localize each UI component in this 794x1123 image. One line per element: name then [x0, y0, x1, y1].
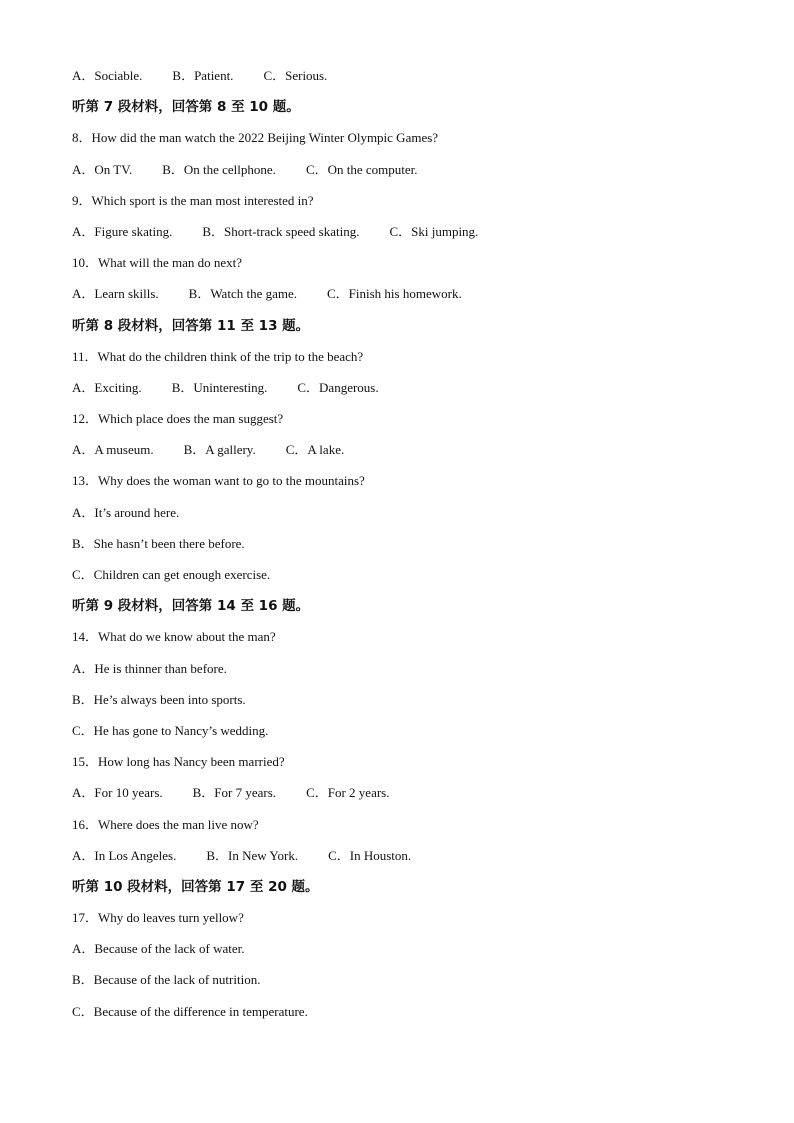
answer-option: B．Uninteresting.: [171, 379, 268, 395]
question-text: 14．What do we know about the man?: [72, 629, 276, 645]
question-text: 9．Which sport is the man most interested in?: [72, 192, 314, 208]
question-text: 11．What do the children think of the trip to the beach?: [72, 348, 364, 364]
answer-option: A．Exciting.: [72, 379, 142, 395]
section-heading: 听第 9 段材料，回答第 14 至 16 题。: [72, 598, 310, 615]
answer-option: C．He has gone to Nancy’s wedding.: [72, 722, 269, 738]
answer-option: B．Because of the lack of nutrition.: [72, 972, 261, 988]
answer-option: C．For 2 years.: [306, 785, 390, 801]
answer-option: C．In Houston.: [328, 847, 412, 863]
answer-option: A．Because of the lack of water.: [72, 941, 245, 957]
question-text: 16．Where does the man live now?: [72, 816, 259, 832]
section-heading: 听第 10 段材料，回答第 17 至 20 题。: [72, 878, 319, 895]
answer-option: B．A gallery.: [183, 442, 256, 458]
answer-option: C．Serious.: [263, 68, 328, 83]
answer-option: C．Dangerous.: [297, 379, 379, 395]
answer-option: C．On the computer.: [305, 161, 418, 177]
answer-options-row: [72, 284, 732, 315]
answer-options-row: [72, 378, 732, 409]
answer-option: B．On the cellphone.: [162, 161, 276, 177]
question-text: 12．Which place does the man suggest?: [72, 411, 284, 427]
section-heading: 听第 8 段材料，回答第 11 至 13 题。: [72, 317, 310, 334]
answer-option: B．Short-track speed skating.: [202, 223, 360, 239]
question-text: 15．How long has Nancy been married?: [72, 754, 285, 770]
answer-options-row: [72, 222, 732, 253]
answer-options-row: [72, 66, 732, 97]
answer-option: B．In New York.: [206, 847, 299, 863]
answer-options-row: [72, 160, 732, 191]
question-text: 10．What will the man do next?: [72, 255, 243, 271]
answer-option: A．For 10 years.: [72, 785, 163, 801]
answer-option: A．Figure skating.: [72, 223, 173, 239]
answer-option: B．For 7 years.: [192, 785, 277, 801]
document-page: [72, 66, 732, 1033]
answer-option: A．Sociable.: [72, 68, 143, 83]
answer-option: C．Ski jumping.: [389, 223, 479, 239]
answer-option: C．Because of the difference in temperature.: [72, 1003, 308, 1019]
question-text: 17．Why do leaves turn yellow?: [72, 910, 244, 926]
answer-options-row: [72, 846, 732, 877]
answer-options-row: [72, 440, 732, 471]
answer-option: B．Watch the game.: [188, 286, 297, 302]
answer-option: B．He’s always been into sports.: [72, 691, 246, 707]
answer-option: A．In Los Angeles.: [72, 847, 177, 863]
answer-option: B．She hasn’t been there before.: [72, 535, 245, 551]
answer-option: A．A museum.: [72, 442, 154, 458]
answer-option: C．A lake.: [285, 442, 345, 458]
question-text: 8．How did the man watch the 2022 Beijing Winter Olympic Games?: [72, 130, 439, 146]
answer-option: A．It’s around here.: [72, 504, 180, 520]
answer-option: B．Patient.: [172, 68, 234, 83]
question-text: 13．Why does the woman want to go to the mountains?: [72, 473, 365, 489]
answer-option: A．He is thinner than before.: [72, 660, 227, 676]
answer-option: C．Children can get enough exercise.: [72, 567, 271, 582]
answer-option: C．Finish his homework.: [327, 286, 462, 302]
answer-options-row: [72, 783, 732, 814]
section-heading: 听第 7 段材料，回答第 8 至 10 题。: [72, 99, 300, 116]
answer-option: A．Learn skills.: [72, 286, 159, 302]
answer-option: A．On TV.: [72, 161, 133, 177]
